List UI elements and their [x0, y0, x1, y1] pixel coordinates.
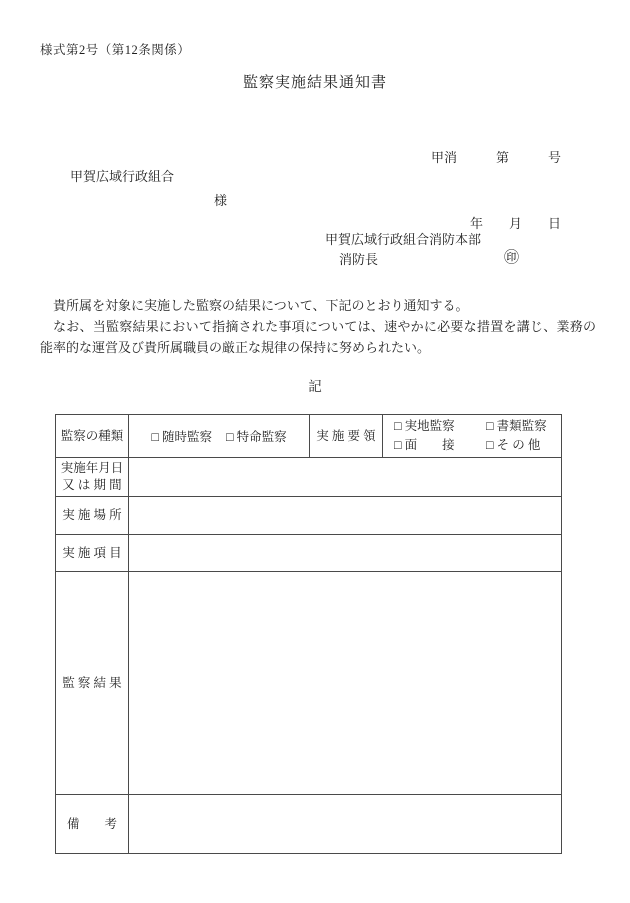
table-row-implementation-place — [56, 497, 562, 535]
doc-number-block — [431, 103, 561, 279]
seal-icon: ㊞ — [504, 250, 520, 266]
remarks-value[interactable] — [129, 795, 562, 854]
sender-title: 消防長 — [339, 252, 379, 267]
inspection-form-table — [55, 414, 562, 854]
label-implementation-place: 実 施 場 所 — [56, 497, 129, 535]
implementation-place-value[interactable] — [129, 497, 562, 535]
label-remarks: 備 考 — [56, 795, 129, 854]
body-paragraphs — [40, 295, 596, 358]
body-paragraph-2: なお、当監察結果において指摘された事項については、速やかに必要な措置を講じ、業務の能率的な運営及び貴所属職員の厳正な規律の保持に努められたい。 — [40, 319, 596, 355]
table-row-implementation-date — [56, 458, 562, 497]
table-row-implementation-items — [56, 535, 562, 572]
label-implementation-date-line2: 又 は 期 間 — [62, 478, 122, 492]
inspection-result-value[interactable] — [129, 572, 562, 795]
checkbox-other[interactable]: □ そ の 他 — [486, 438, 541, 452]
label-implementation-method: 実 施 要 領 — [310, 415, 383, 458]
page-title: 監察実施結果通知書 — [242, 75, 387, 91]
implementation-method-options-cell — [383, 415, 562, 458]
record-mark: 記 — [308, 379, 322, 394]
table-row-inspection-result — [56, 572, 562, 795]
body-paragraph-1: 貴所属を対象に実施した監察の結果について、下記のとおり通知する。 — [53, 298, 469, 313]
table-row-inspection-type — [56, 415, 562, 458]
doc-date-line: 年 月 日 — [469, 216, 561, 231]
implementation-items-value[interactable] — [129, 535, 562, 572]
form-number: 様式第2号（第12条関係） — [40, 43, 191, 57]
table-row-remarks — [56, 795, 562, 854]
inspection-type-options-cell — [129, 415, 310, 458]
doc-number-line: 甲消 第 号 — [430, 150, 561, 165]
implementation-date-value[interactable] — [129, 458, 562, 497]
label-implementation-date — [56, 458, 129, 497]
checkbox-interview[interactable]: □ 面 接 — [394, 438, 455, 452]
sender-organization: 甲賀広域行政組合消防本部 — [325, 232, 482, 247]
label-inspection-result: 監 察 結 果 — [56, 572, 129, 795]
checkbox-document-inspection[interactable]: □ 書類監察 — [486, 419, 547, 433]
label-inspection-type: 監察の種類 — [56, 415, 129, 458]
label-implementation-date-line1: 実施年月日 — [60, 461, 124, 475]
recipient-honorific: 様 — [214, 193, 228, 208]
checkbox-special-inspection[interactable]: □ 特命監察 — [226, 430, 287, 444]
recipient-name: 甲賀広域行政組合 — [70, 169, 175, 184]
checkbox-random-inspection[interactable]: □ 随時監察 — [151, 430, 212, 444]
label-implementation-items: 実 施 項 目 — [56, 535, 129, 572]
checkbox-onsite-inspection[interactable]: □ 実地監察 — [394, 419, 455, 433]
